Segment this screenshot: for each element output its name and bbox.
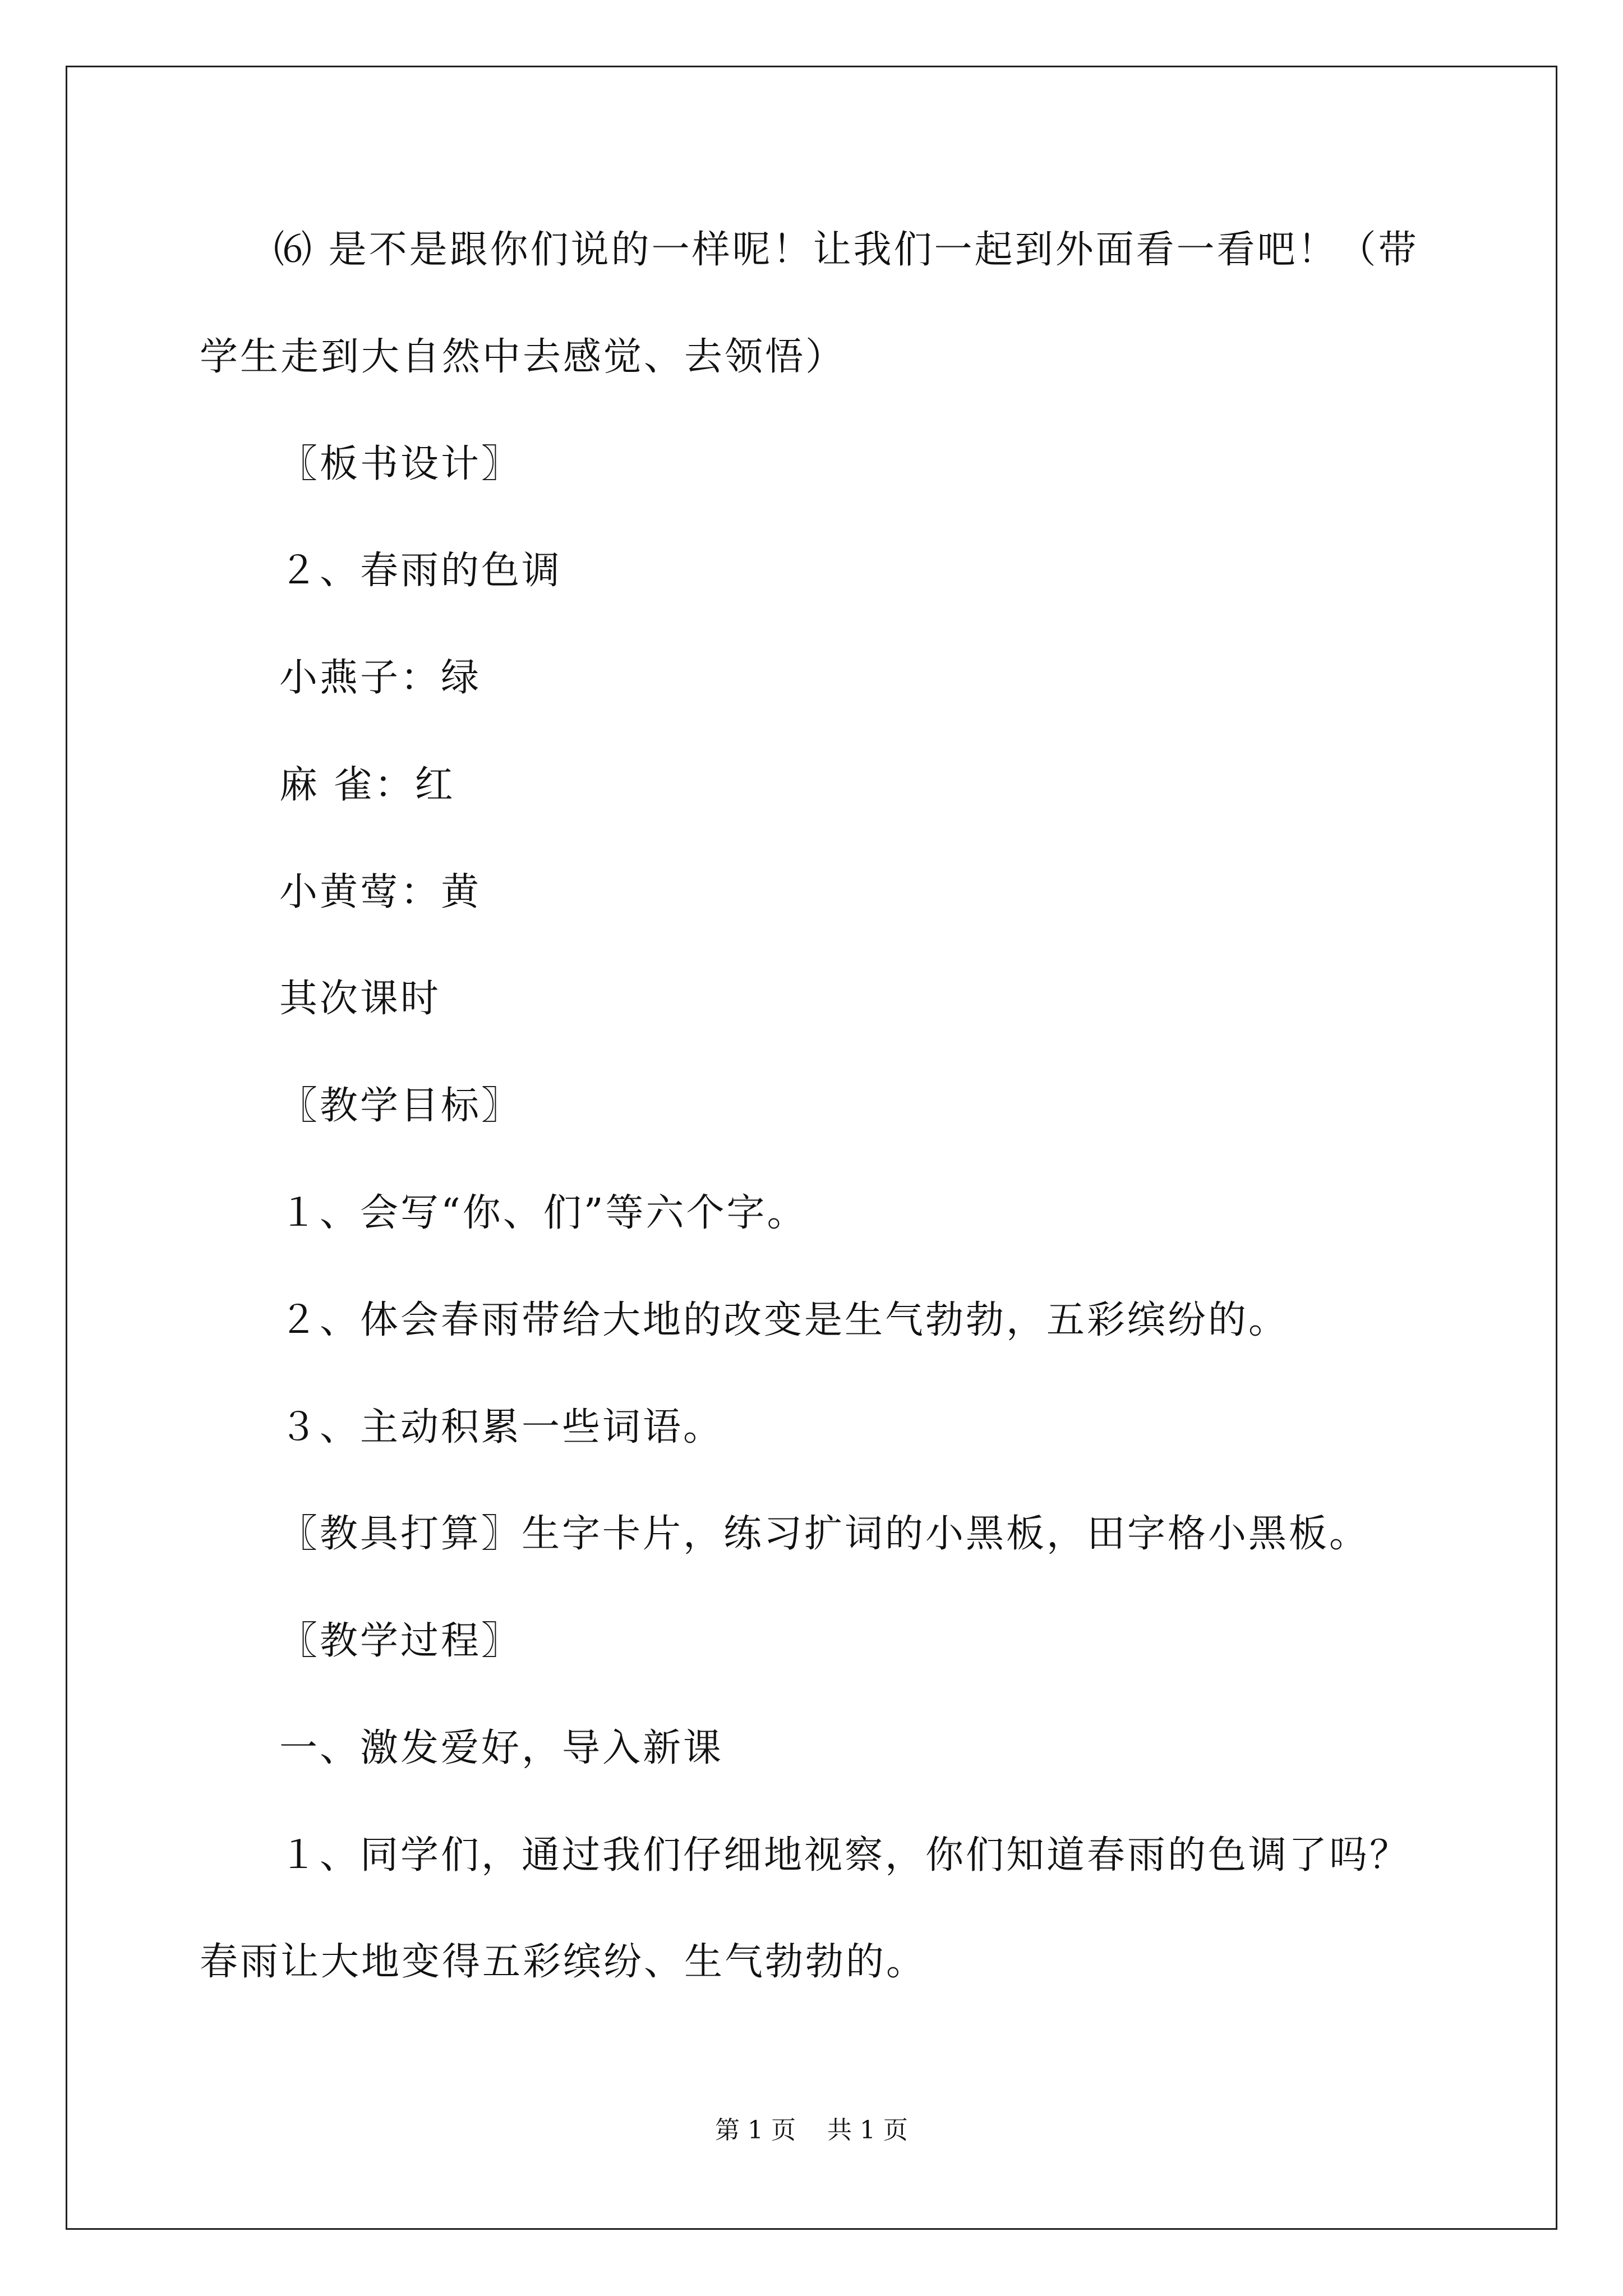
paragraph-line: 春雨让大地变得五彩缤纷、生气勃勃的。 bbox=[200, 1940, 927, 1984]
paragraph-line: 〖教具打算〗生字卡片，练习扩词的小黑板，田字格小黑板。 bbox=[279, 1512, 1370, 1556]
paragraph-line: 其次课时 bbox=[279, 977, 441, 1021]
paragraph-line: １、会写“你、们”等六个字。 bbox=[279, 1191, 808, 1235]
page-frame bbox=[66, 66, 1557, 2230]
page-number-footer: 第 1 页 共 1 页 bbox=[715, 2116, 908, 2145]
paragraph-line: 一、激发爱好，导入新课 bbox=[279, 1726, 724, 1770]
paragraph-line: 学生走到大自然中去感觉、去领悟） bbox=[200, 335, 846, 379]
section-heading: 〖板书设计〗 bbox=[279, 442, 522, 486]
section-heading: 〖教学过程〗 bbox=[279, 1619, 522, 1663]
section-heading: 〖教学目标〗 bbox=[279, 1084, 522, 1128]
paragraph-line: 麻 雀：红 bbox=[279, 763, 455, 807]
paragraph-line: ⑹ 是不是跟你们说的一样呢！让我们一起到外面看一看吧！（带 bbox=[274, 228, 1419, 272]
paragraph-line: １、同学们，通过我们仔细地视察，你们知道春雨的色调了吗？ bbox=[279, 1833, 1410, 1878]
paragraph-line: 小黄莺：黄 bbox=[279, 870, 482, 914]
paragraph-line: ３、主动积累一些词语。 bbox=[279, 1405, 724, 1450]
paragraph-line: ２、体会春雨带给大地的改变是生气勃勃，五彩缤纷的。 bbox=[279, 1298, 1289, 1342]
paragraph-line: ２、春雨的色调 bbox=[279, 549, 562, 593]
paragraph-line: 小燕子：绿 bbox=[279, 656, 482, 700]
